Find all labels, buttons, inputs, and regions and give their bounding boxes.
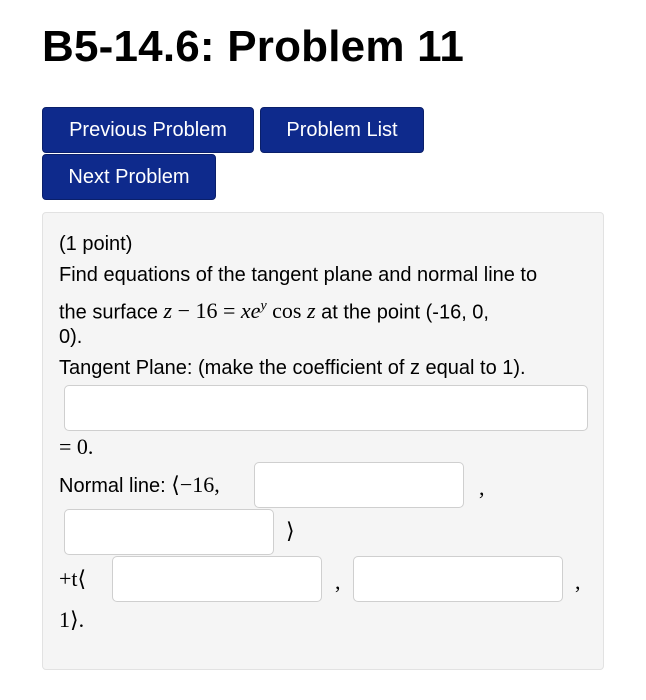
comma-separator: , <box>335 569 341 594</box>
tangent-plane-input[interactable] <box>64 385 588 431</box>
comma-separator: , <box>479 475 485 500</box>
normal-point-z-input[interactable] <box>64 509 274 555</box>
comma-separator: , <box>575 569 581 594</box>
previous-problem-button[interactable]: Previous Problem <box>42 107 254 153</box>
surface-prefix: the surface <box>59 301 158 324</box>
problem-statement-line1: Find equations of the tangent plane and normal line to <box>59 264 538 286</box>
direction-x-input[interactable] <box>112 556 322 602</box>
page-title: B5-14.6: Problem 11 <box>42 22 464 71</box>
problem-statement-line3: 0). <box>59 326 83 348</box>
points-label: (1 point) <box>59 233 133 255</box>
equals-zero-text: = 0. <box>59 434 94 459</box>
normal-point-first: ⟨−16, <box>171 472 220 497</box>
point-text: at the point (-16, 0, <box>321 301 489 324</box>
direction-last-component: 1⟩. <box>59 607 85 632</box>
problem-panel <box>42 212 604 670</box>
tangent-plane-instruction: Tangent Plane: (make the coefficient of z equal to 1). <box>59 357 526 379</box>
direction-prefix: +t⟨ <box>59 566 87 591</box>
surface-equation: $z - 16 = xe^y$ cos z <box>163 298 316 324</box>
next-problem-button[interactable]: Next Problem <box>42 154 216 200</box>
normal-line-label: Normal line: ⟨−16, <box>59 472 220 497</box>
problem-list-button[interactable]: Problem List <box>260 107 424 153</box>
normal-point-y-input[interactable] <box>254 462 464 508</box>
close-angle-bracket: ⟩ <box>286 518 295 543</box>
problem-statement-line2 <box>59 291 489 328</box>
direction-y-input[interactable] <box>353 556 563 602</box>
